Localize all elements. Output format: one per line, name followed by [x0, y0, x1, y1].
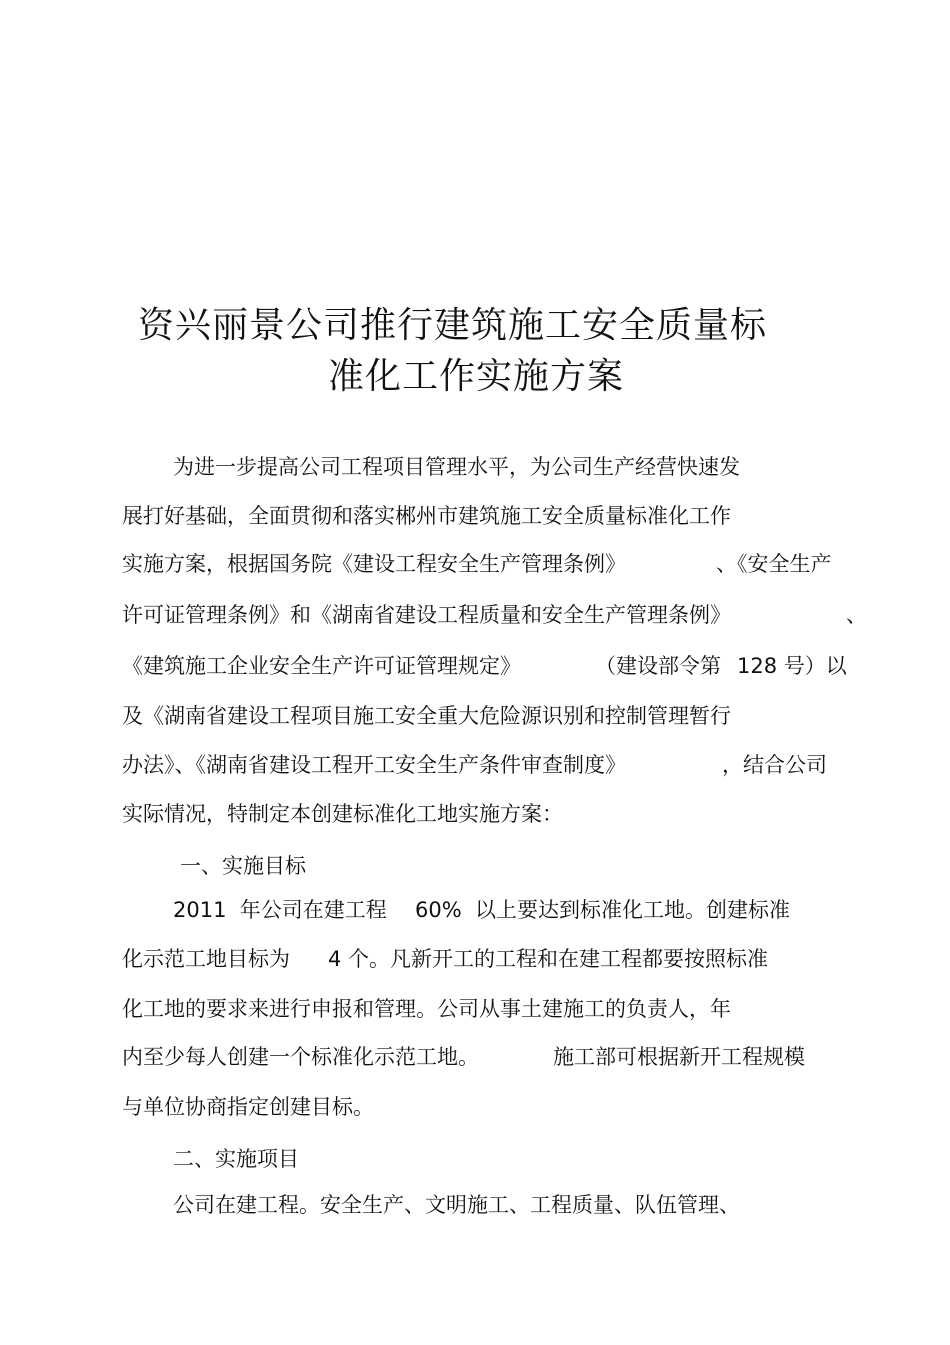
body-line: 为进一步提高公司工程项目管理水平，为公司生产经营快速发: [173, 455, 740, 479]
body-line: 与单位协商指定创建目标。: [122, 1095, 374, 1119]
body-line: 及《湖南省建设工程项目施工安全重大危险源识别和控制管理暂行: [122, 704, 731, 728]
body-line: 实际情况，特制定本创建标准化工地实施方案：: [122, 802, 563, 826]
body-line-fragment: 、: [846, 603, 867, 627]
section-heading-2: 二、实施项目: [173, 1147, 299, 1171]
body-line: 2011 年公司在建工程: [173, 898, 387, 922]
body-line-fragment: 128 号）以: [737, 654, 847, 678]
body-line: 化示范工地目标为: [122, 947, 290, 971]
document-title-line-1: 资兴丽景公司推行建筑施工安全质量标: [138, 305, 768, 346]
body-line: 实施方案，根据国务院《建设工程安全生产管理条例》: [122, 552, 626, 576]
body-line: 办法》、《湖南省建设工程开工安全生产条件审查制度》: [122, 753, 626, 777]
body-line-fragment: 60% 以上要达到标准化工地。创建标准: [415, 898, 791, 922]
body-line: 许可证管理条例》和《湖南省建设工程质量和安全生产管理条例》: [122, 603, 731, 627]
body-line-fragment: 、《安全生产: [716, 552, 832, 576]
body-line-fragment: 施工部可根据新开工程规模: [553, 1045, 805, 1069]
body-line: 展打好基础，全面贯彻和落实郴州市建筑施工安全质量标准化工作: [122, 504, 731, 528]
document-title-line-2: 准化工作实施方案: [328, 356, 625, 397]
body-line: 《建筑施工企业安全生产许可证管理规定》: [122, 654, 521, 678]
body-line-fragment: 4 个。凡新开工的工程和在建工程都要按照标准: [328, 947, 769, 971]
body-line-fragment: （建设部令第: [595, 654, 721, 678]
body-line: 内至少每人创建一个标准化示范工地。: [122, 1045, 479, 1069]
section-heading-1: 一、实施目标: [180, 854, 306, 878]
body-line: 公司在建工程。安全生产、文明施工、工程质量、队伍管理、: [173, 1193, 740, 1217]
body-line-fragment: ，结合公司: [722, 753, 827, 777]
body-line: 化工地的要求来进行申报和管理。公司从事土建施工的负责人，年: [122, 997, 731, 1021]
